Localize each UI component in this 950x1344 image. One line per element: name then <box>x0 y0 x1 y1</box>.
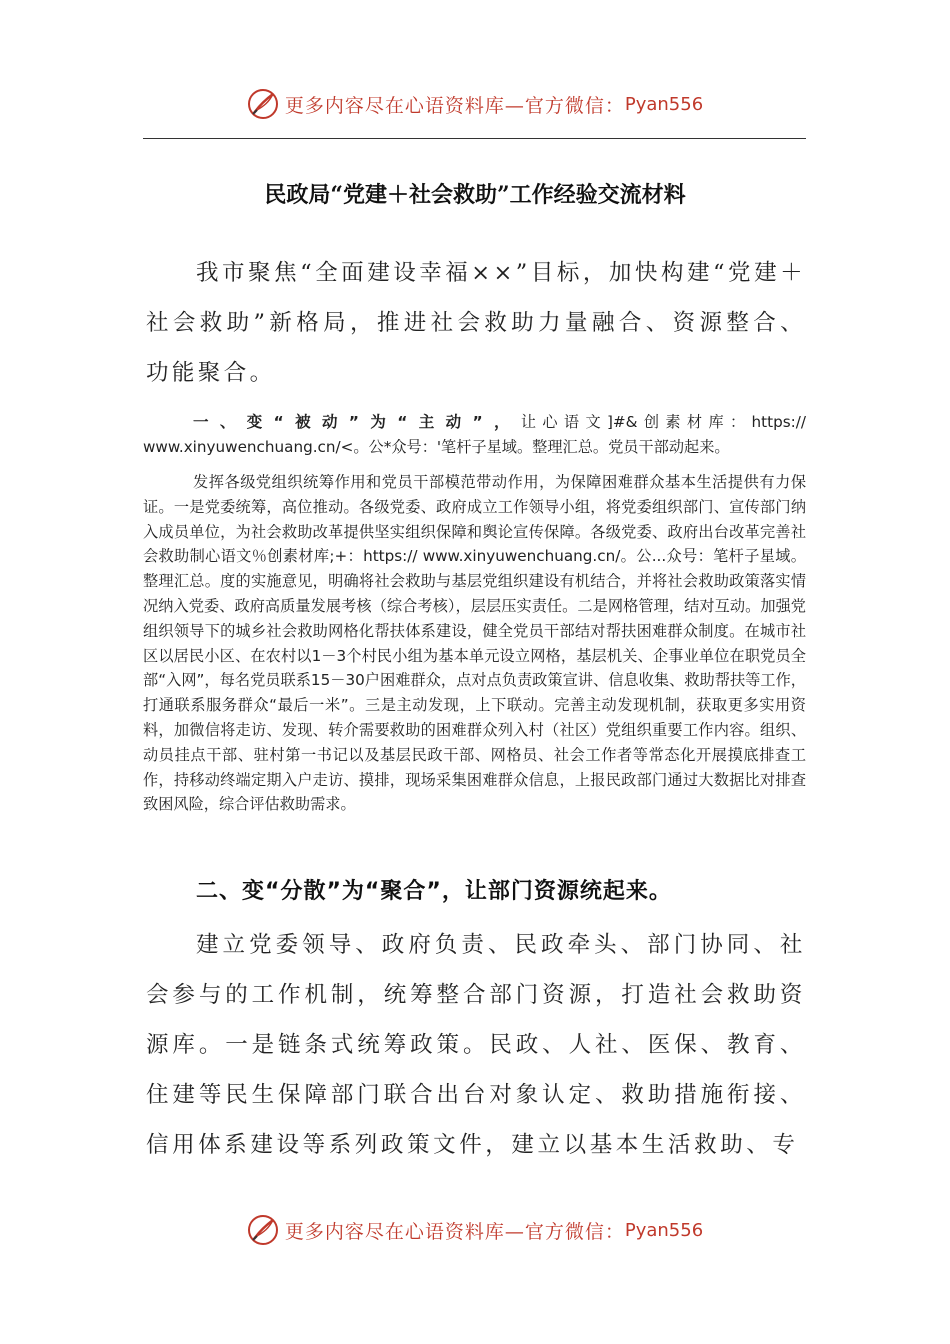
banner-text: 更多内容尽在心语资料库—官方微信： <box>284 94 625 117</box>
section1-body: 发挥各级党组织统筹作用和党员干部模范带动作用，为保障困难群众基本生活提供有力保证。一是党委统筹，高位推动。各级党委、政府成立工作领导小组，将党委组织部门、宣传部门纳入成员单位，为社会救助改革提供坚实组织保障和舆论宣传保障。各级党委、政府出台改革完善社会救助制心语文％创素材库;+：https:// www.xinyuwenchuang.cn/。公...众号：笔杆子星域。整理汇总。度的实施意见，明确将社会救助与基层党组织建设有机结合，并将社会救助政策落实情况纳入党委、政府高质量发展考核（综合考核），层层压实责任。二是网格管理，结对互动。加强党组织领导下的城乡社会救助网格化帮扶体系建设，健全党员干部结对帮扶困难群众制度。在城市社区以居民小区、在农村以1－3个村民小组为基本单元设立网格，基层机关、企事业单位在职党员全部“入网”，每名党员联系15－30户困难群众，点对点负责政策宣讲、信息收集、救助帮扶等工作，打通联系服务群众“最后一米”。三是主动发现，上下联动。完善主动发现机制，获取更多实用资料，加微信将走访、发现、转介需要救助的困难群众列入村（社区）党组织重要工作内容。组织、动员挂点干部、驻村第一书记以及基层民政干部、网格员、社会工作者等常态化开展摸底排查工作，持移动终端定期入户走访、摸排，现场采集困难群众信息，上报民政部门通过大数据比对排查致困风险，综合评估救助需求。 <box>143 473 806 814</box>
section1-lead: 一、变“被动”为“主动”， <box>193 413 521 431</box>
banner-wechat-id: Pyan556 <box>624 93 704 115</box>
intro-paragraph: 我市聚焦“全面建设幸福××”目标，加快构建“党建＋社会救助”新格局，推进社会救助力量融合、资源整合、功能聚合。 <box>146 260 806 386</box>
banner-text: 更多内容尽在心语资料库—官方微信： <box>284 1220 625 1243</box>
header-watermark-banner <box>0 84 950 124</box>
section2-body: 建立党委领导、政府负责、民政牵头、部门协同、社会参与的工作机制，统筹整合部门资源，打造社会救助资源库。一是链条式统筹政策。民政、人社、医保、教育、住建等民生保障部门联合出台对象认定、救助措施衔接、信用体系建设等系列政策文件，建立以基本生活救助、专 <box>146 932 806 1158</box>
quill-logo-icon <box>247 88 279 120</box>
footer-watermark-banner <box>0 1210 950 1250</box>
quill-logo-icon <box>247 1214 279 1246</box>
banner-wechat-id: Pyan556 <box>624 1219 704 1241</box>
section2-heading: 二、变“分散”为“聚合”，让部门资源统起来。 <box>196 879 672 904</box>
section1-heading <box>143 410 806 460</box>
section1-heading-rest: 让心语文]#&创素材库：https:// www.xinyuwenchuang.cn/<。公*众号：'笔杆子星域。整理汇总。党员干部动起来。 <box>143 413 806 456</box>
header-divider <box>143 138 806 139</box>
document-title: 民政局“党建＋社会救助”工作经验交流材料 <box>264 182 686 208</box>
